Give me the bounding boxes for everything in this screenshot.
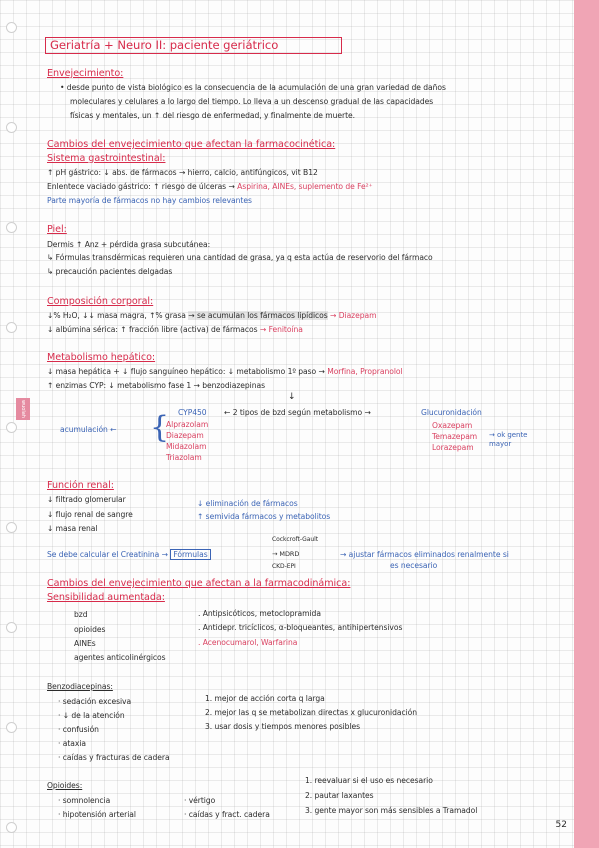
- sensib-item: opioides: [74, 625, 106, 634]
- binder-hole: [6, 222, 17, 233]
- gastro-line: Enlentece vaciado gástrico: ↑ riesgo de úlceras → Aspirina, AINEs, suplemento de Fe²⁺: [47, 182, 373, 191]
- sensib-item: AINEs: [74, 639, 96, 648]
- gastro-heading: Sistema gastrointestinal:: [47, 153, 166, 164]
- opioides-effect: · vértigo: [184, 796, 216, 805]
- page-title: Geriatría + Neuro II: paciente geriátrico: [50, 38, 279, 52]
- acumulacion-label: acumulación ←: [60, 425, 117, 434]
- binder-hole: [6, 322, 17, 333]
- renal-heading: Función renal:: [47, 480, 114, 491]
- renal-effect: ↓ eliminación de fármacos: [197, 499, 298, 508]
- benzo-effect: · confusión: [58, 725, 99, 734]
- benzo-rule: 1. mejor de acción corta q larga: [205, 694, 325, 703]
- renal-adjust: → ajustar fármacos eliminados renalmente si: [340, 550, 509, 559]
- opioides-rule: 2. pautar laxantes: [305, 791, 374, 800]
- opioides-rule: 1. reevaluar si el uso es necesario: [305, 776, 433, 785]
- cyp-drug: Diazepam: [166, 431, 204, 440]
- benzo-effect: · ↓ de la atención: [58, 711, 125, 720]
- binder-hole: [6, 522, 17, 533]
- page-number: 52: [555, 820, 567, 830]
- benzo-rule: 2. mejor las q se metabolizan directas x glucuronidación: [205, 708, 417, 717]
- metabolismo-heading: Metabolismo hepático:: [47, 352, 156, 363]
- benzo-heading: Benzodiacepinas:: [47, 682, 113, 691]
- gluc-drug: Temazepam: [432, 432, 478, 441]
- binder-hole: [6, 22, 17, 33]
- opioides-rule: 3. gente mayor son más sensibles a Tramadol: [305, 806, 478, 815]
- binder-hole: [6, 622, 17, 633]
- binder-hole: [6, 122, 17, 133]
- renal-item: ↓ masa renal: [47, 524, 98, 533]
- opioides-heading: Opioides:: [47, 781, 83, 790]
- sensib-drugs: . Antipsicóticos, metoclopramida: [198, 609, 321, 618]
- gluc-note: → ok gente mayor: [489, 431, 528, 448]
- composicion-line: ↓ albúmina sérica: ↑ fracción libre (activa) de fármacos → Fenitoína: [47, 325, 303, 334]
- composicion-line: ↓% H₂O, ↓↓ masa magra, ↑% grasa → se acumulan los fármacos lipídicos → Diazepam: [47, 311, 377, 320]
- sensib-drugs: . Acenocumarol, Warfarina: [198, 638, 298, 647]
- farmacodinamica-heading: Cambios del envejecimiento que afectan a la farmacodinámica:: [47, 578, 351, 589]
- benzo-effect: · caídas y fracturas de cadera: [58, 753, 170, 762]
- sensib-item: bzd: [74, 610, 88, 619]
- binder-hole: [6, 422, 17, 433]
- notebook-brand-logo: wuolah: [16, 398, 30, 420]
- piel-heading: Piel:: [47, 224, 67, 235]
- opioides-effect: · hipotensión arterial: [58, 810, 136, 819]
- envejecimiento-line: moleculares y celulares a lo largo del tiempo. Lo lleva a un descenso gradual de las capacidades: [70, 97, 434, 106]
- benzo-rule: 3. usar dosis y tiempos menores posibles: [205, 722, 361, 731]
- sensib-drugs: . Antidepr. tricíclicos, α-bloqueantes, antihipertensivos: [198, 623, 403, 632]
- formula-cockcroft: Cockcroft-Gault: [272, 536, 319, 543]
- metabolismo-line: ↓ masa hepática + ↓ flujo sanguíneo hepático: ↓ metabolismo 1º paso → Morfina, Propranolol: [47, 367, 403, 376]
- piel-line: ↳ Fórmulas transdérmicas requieren una cantidad de grasa, ya q esta actúa de reservorio del fármaco: [47, 253, 433, 262]
- formula-ckd: CKD-EPI: [272, 563, 296, 570]
- opioides-effect: · somnolencia: [58, 796, 111, 805]
- envejecimiento-line: • desde punto de vista biológico es la consecuencia de la acumulación de una gran variedad de daños: [60, 83, 446, 92]
- glucuronidacion-label: Glucuronidación: [421, 408, 482, 417]
- benzo-effect: · sedación excesiva: [58, 697, 132, 706]
- page-edge-stripe: [574, 0, 599, 848]
- gastro-line: ↑ pH gástrico: ↓ abs. de fármacos → hierro, calcio, antifúngicos, vit B12: [47, 168, 318, 177]
- binder-hole: [6, 822, 17, 833]
- cyp450-label: CYP450: [178, 408, 207, 417]
- envejecimiento-line: físicas y mentales, un ↑ del riesgo de enfermedad, y finalmente de muerte.: [70, 111, 356, 120]
- renal-effect: ↑ semivida fármacos y metabolitos: [197, 512, 331, 521]
- sensibilidad-heading: Sensibilidad aumentada:: [47, 592, 165, 603]
- renal-item: ↓ filtrado glomerular: [47, 495, 126, 504]
- piel-line: ↳ precaución pacientes delgadas: [47, 267, 173, 276]
- gastro-line: Parte mayoría de fármacos no hay cambios relevantes: [47, 196, 252, 205]
- bzd-tipos-label: ← 2 tipos de bzd según metabolismo →: [224, 408, 371, 417]
- binder-hole: [6, 722, 17, 733]
- left-brace-icon: {: [150, 410, 170, 445]
- renal-item: ↓ flujo renal de sangre: [47, 510, 133, 519]
- composicion-heading: Composición corporal:: [47, 296, 154, 307]
- sensib-item: agentes anticolinérgicos: [74, 653, 166, 662]
- cyp-drug: Alprazolam: [166, 420, 209, 429]
- formula-mdrd: → MDRD: [272, 550, 300, 558]
- opioides-effect: · caídas y fract. cadera: [184, 810, 270, 819]
- renal-calc: Se debe calcular el Creatinina → Fórmulas: [47, 550, 211, 559]
- metabolismo-line: ↑ enzimas CYP: ↓ metabolismo fase 1 → benzodiazepinas: [47, 381, 265, 390]
- gluc-drug: Oxazepam: [432, 421, 473, 430]
- cyp-drug: Midazolam: [166, 442, 207, 451]
- benzo-effect: · ataxia: [58, 739, 86, 748]
- farmacocinetica-heading: Cambios del envejecimiento que afectan la farmacocinética:: [47, 139, 336, 150]
- gluc-drug: Lorazepam: [432, 443, 474, 452]
- renal-adjust-2: es necesario: [390, 561, 438, 570]
- cyp-drug: Triazolam: [166, 453, 202, 462]
- down-arrow-icon: ↓: [288, 392, 296, 402]
- piel-line: Dermis ↑ Anz + pérdida grasa subcutánea:: [47, 240, 211, 249]
- envejecimiento-heading: Envejecimiento:: [47, 68, 124, 79]
